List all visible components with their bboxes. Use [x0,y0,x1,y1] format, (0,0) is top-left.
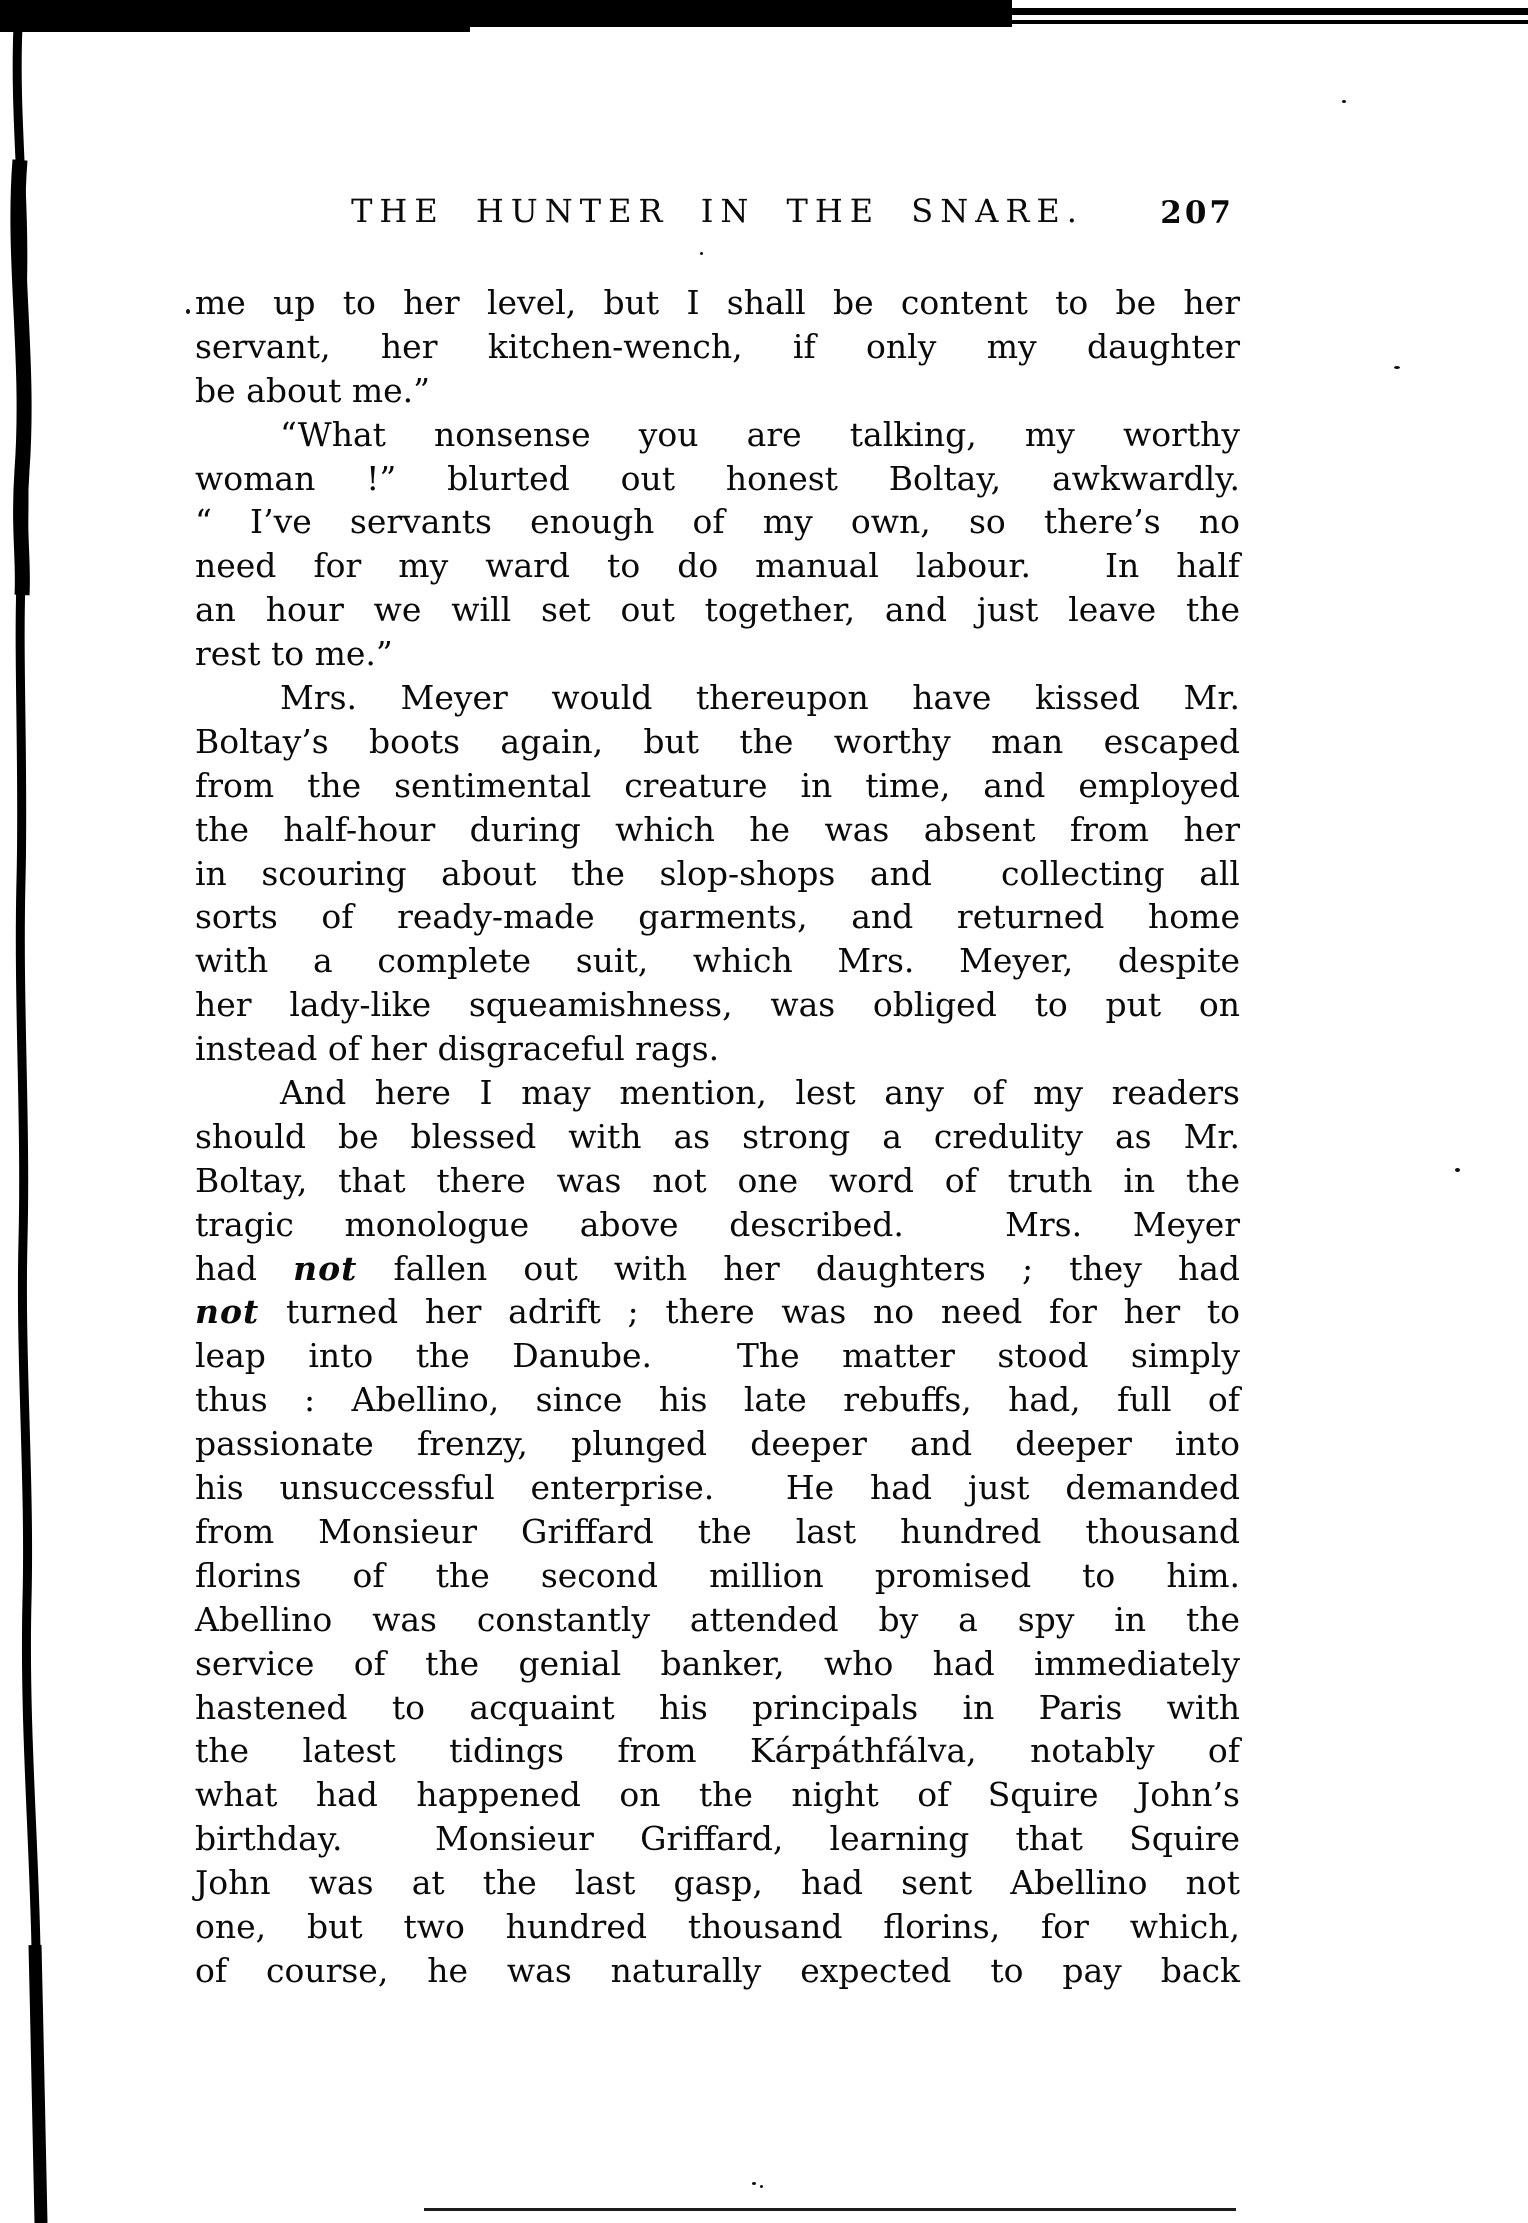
text-segment: tragic monologue above described. Mrs. Meyer [195,1204,1240,1244]
scan-artifact-top-rule [1002,8,1528,15]
running-title: THE HUNTER IN THE SNARE. [351,192,1084,230]
text-line [195,1949,1240,1993]
text-line [195,1115,1240,1159]
text-segment: one, but two hundred thousand florins, for which, [195,1906,1240,1946]
text-line [195,852,1240,896]
text-segment: from the sentimental creature in time, and employed [195,765,1240,805]
page-header [195,192,1240,232]
text-line [195,1554,1240,1598]
text-line [195,1861,1240,1905]
text-line [195,676,1240,720]
scan-speck [752,2182,756,2185]
text-segment: Mrs. Meyer would thereupon have kissed Mr. [280,678,1240,718]
text-segment: be about me.” [195,370,430,410]
text-line [195,500,1240,544]
text-segment: rest to me.” [195,634,393,674]
text-line [195,1334,1240,1378]
text-line [195,1378,1240,1422]
text-line [195,1071,1240,1115]
text-segment: birthday. Monsieur Griffard, learning that Squire [195,1819,1240,1859]
text-segment: need for my ward to do manual labour. In half [195,546,1240,586]
text-segment: what had happened on the night of Squire John’s [195,1775,1240,1815]
text-segment: And here I may mention, lest any of my readers [280,1073,1240,1113]
text-segment: me up to her level, but I shall be content to be her [195,283,1240,322]
text-segment: his unsuccessful enterprise. He had just demanded [195,1468,1240,1508]
text-line [195,939,1240,983]
text-segment: florins of the second million promised to him. [195,1555,1240,1595]
text-segment: fallen out with her daughters ; they had [357,1248,1240,1288]
text-segment: of course, he was naturally expected to pay back [195,1950,1240,1990]
scan-speck [1455,1168,1460,1172]
text-line [195,1247,1240,1291]
text-line [195,1466,1240,1510]
text-segment: “What nonsense you are talking, my worthy [280,414,1240,454]
scan-artifact-top-bar-edge [0,27,470,32]
text-segment: Boltay, that there was not one word of truth in the [195,1160,1240,1200]
text-segment: had [195,1248,294,1288]
scan-speck [760,2185,763,2188]
text-line [195,1422,1240,1466]
scan-artifact-gutter-line [0,0,70,2223]
scan-artifact-top-rule-2 [1012,20,1528,24]
text-line [195,1773,1240,1817]
text-segment: service of the genial banker, who had immediately [195,1643,1240,1683]
text-line [195,983,1240,1027]
text-segment: her lady-like squeamishness, was obliged to put on [195,985,1240,1025]
text-segment: servant, her kitchen-wench, if only my daughter [195,326,1240,366]
text-line [195,1203,1240,1247]
text-segment: “ I’ve servants enough of my own, so there’s no [195,502,1240,542]
text-line [195,1729,1240,1773]
text-segment: woman !” blurted out honest Boltay, awkwardly. [195,458,1240,498]
text-segment: Boltay’s boots again, but the worthy man escaped [195,721,1240,761]
text-segment: in scouring about the slop-shops and collecting all [195,853,1240,893]
text-line [195,413,1240,457]
text-line [195,588,1240,632]
emphasized-text: not [293,1248,358,1288]
text-line [195,1510,1240,1554]
scan-speck [1342,100,1346,103]
text-segment: the latest tidings from Kárpáthfálva, notably of [195,1731,1240,1771]
text-line [195,1159,1240,1203]
text-line [195,1642,1240,1686]
text-line [195,1686,1240,1730]
text-line [195,1905,1240,1949]
text-line [195,457,1240,501]
text-segment: turned her adrift ; there was no need for her to [259,1292,1240,1332]
text-line [195,895,1240,939]
text-segment: leap into the Danube. The matter stood simply [195,1336,1240,1376]
text-segment: John was at the last gasp, had sent Abellino not [195,1863,1240,1903]
text-line [195,1027,1240,1071]
text-line [195,720,1240,764]
text-line [195,1290,1240,1334]
text-line [195,325,1240,369]
text-line [195,808,1240,852]
text-segment: sorts of ready-made garments, and returned home [195,897,1240,937]
body-text [195,281,1240,1993]
text-segment: Abellino was constantly attended by a spy in the [195,1599,1240,1639]
text-segment: hastened to acquaint his principals in Paris with [195,1687,1240,1727]
text-segment: from Monsieur Griffard the last hundred thousand [195,1511,1240,1551]
emphasized-text: not [195,1292,260,1332]
scan-speck [700,252,703,255]
scan-artifact-bottom-line [424,2208,1236,2211]
text-line [195,632,1240,676]
scan-artifact-top-bar [0,0,1012,27]
text-line [195,544,1240,588]
text-line [195,1817,1240,1861]
text-segment: should be blessed with as strong a credulity as Mr. [195,1116,1240,1156]
text-line [195,1598,1240,1642]
text-segment: instead of her disgraceful rags. [195,1029,720,1069]
scan-speck [1394,366,1400,369]
scan-speck [186,309,190,314]
text-segment: an hour we will set out together, and just leave the [195,590,1240,630]
text-segment: the half-hour during which he was absent from her [195,809,1240,849]
text-line [195,369,1240,413]
page-number: 207 [1160,195,1234,231]
text-segment: with a complete suit, which Mrs. Meyer, despite [195,941,1240,981]
text-segment: passionate frenzy, plunged deeper and deeper into [195,1424,1240,1464]
text-line [195,281,1240,325]
text-segment: thus : Abellino, since his late rebuffs, had, full of [195,1380,1240,1420]
text-line [195,764,1240,808]
